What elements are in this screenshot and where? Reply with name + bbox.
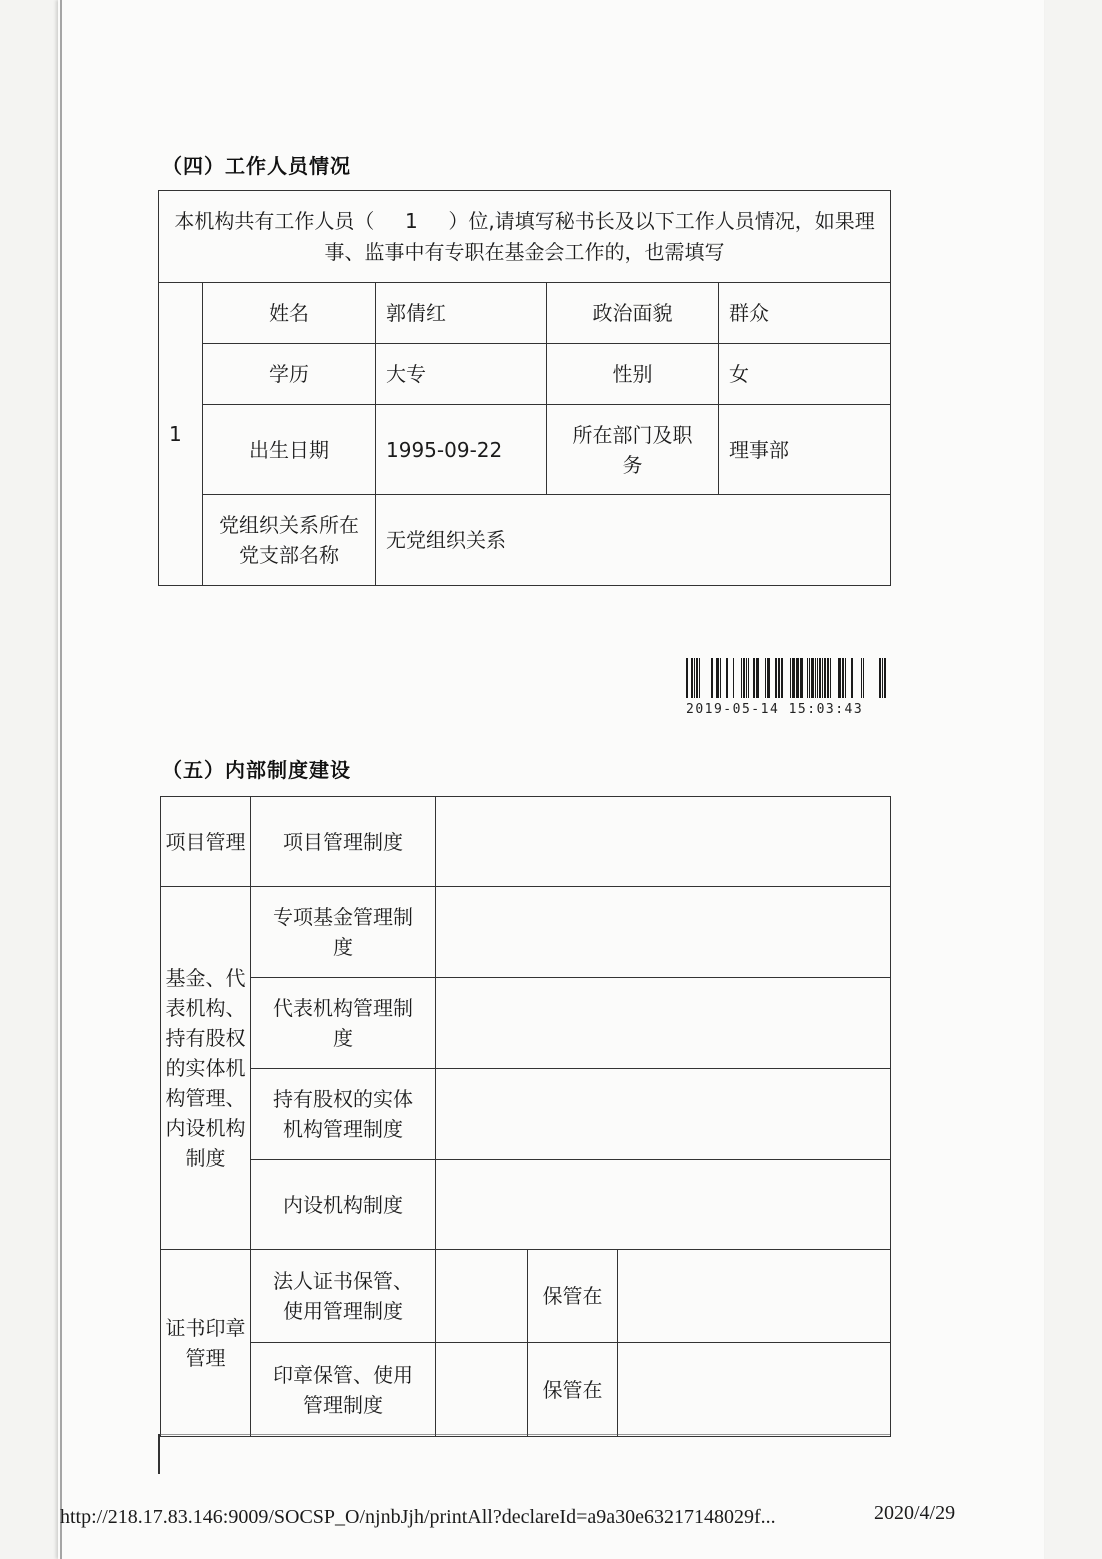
staff-intro: 本机构共有工作人员（ 1 ）位,请填写秘书长及以下工作人员情况，如果理事、监事中有专职在基金会工作的，也需填写: [159, 191, 891, 283]
birth-value: 1995-09-22: [376, 405, 547, 495]
barcode-bar: [822, 658, 823, 698]
barcode-bar: [694, 658, 695, 698]
barcode-bar: [807, 658, 808, 698]
barcode-bar: [851, 658, 853, 698]
dept-label: 所在部门及职务: [547, 405, 719, 495]
policy-table: [160, 796, 891, 1437]
barcode-bar: [767, 658, 770, 698]
name-label: 姓名: [203, 283, 376, 344]
politics-label: 政治面貌: [547, 283, 719, 344]
barcode-bar: [686, 658, 688, 698]
policy-representative-label: 代表机构管理制度: [251, 978, 436, 1069]
footer-url: http://218.17.83.146:9009/SOCSP_O/njnbJjh/printAll?declareId=a9a30e63217148029f...: [60, 1506, 776, 1528]
barcode-bar: [781, 658, 783, 698]
policy-seal-label: 印章保管、使用管理制度: [251, 1343, 436, 1437]
policy-special-fund-label: 专项基金管理制度: [251, 887, 436, 978]
policy-internal-label: 内设机构制度: [251, 1160, 436, 1250]
policy-representative-value: [436, 978, 891, 1069]
policy-special-fund-value: [436, 887, 891, 978]
row-index: 1: [159, 283, 203, 586]
footer-date: 2020/4/29: [874, 1502, 956, 1524]
barcode-bar: [746, 658, 747, 698]
barcode-bar: [691, 658, 693, 698]
barcode-bar: [882, 658, 883, 698]
table-continuation-border: [158, 1434, 160, 1474]
group-project-label: 项目管理: [161, 797, 251, 887]
barcode-bar: [775, 658, 777, 698]
edu-label: 学历: [203, 344, 376, 405]
barcode-bar: [827, 658, 829, 698]
policy-certificate-label: 法人证书保管、使用管理制度: [251, 1250, 436, 1343]
barcode-bar: [809, 658, 810, 698]
barcode-bar: [765, 658, 766, 698]
policy-equity-label: 持有股权的实体机构管理制度: [251, 1069, 436, 1160]
group-certificate-label: 证书印章管理: [161, 1250, 251, 1437]
policy-certificate-value: [436, 1250, 528, 1343]
barcode-bar: [696, 658, 698, 698]
barcode-bar: [879, 658, 881, 698]
barcode-bar: [842, 658, 844, 698]
policy-project-value: [436, 797, 891, 887]
barcode-bar: [743, 658, 745, 698]
barcode-bar: [699, 658, 700, 698]
barcode-bar: [800, 658, 803, 698]
barcode-bar: [716, 658, 719, 698]
barcode-bar: [733, 658, 734, 698]
certificate-keep-label: 保管在: [528, 1250, 618, 1343]
birth-label: 出生日期: [203, 405, 376, 495]
staff-count: 1: [404, 208, 418, 233]
barcode-bar: [726, 658, 728, 698]
certificate-keep-value: [618, 1250, 891, 1343]
barcode-bar: [720, 658, 721, 698]
table-continuation-line: [158, 1434, 890, 1435]
gender-label: 性别: [547, 344, 719, 405]
barcode-bar: [845, 658, 846, 698]
staff-table: [158, 190, 891, 586]
barcode-bar: [863, 658, 864, 698]
group-fund-label: 基金、代表机构、持有股权的实体机构管理、内设机构制度: [161, 887, 251, 1250]
barcode-bar: [748, 658, 749, 698]
party-value: 无党组织关系: [376, 495, 891, 586]
barcode-bar: [824, 658, 826, 698]
barcode-bar: [778, 658, 780, 698]
barcode-bar: [861, 658, 862, 698]
barcode-bar: [711, 658, 713, 698]
dept-value: 理事部: [719, 405, 891, 495]
barcode-bar: [756, 658, 759, 698]
barcode-bar: [830, 658, 831, 698]
seal-keep-label: 保管在: [528, 1343, 618, 1437]
section4-title: （四）工作人员情况: [162, 154, 351, 178]
barcode-bar: [792, 658, 795, 698]
page-edge: [60, 0, 62, 1559]
party-label: 党组织关系所在党支部名称: [203, 495, 376, 586]
barcode-bar: [790, 658, 791, 698]
barcode-bar: [838, 658, 841, 698]
barcode-bar: [815, 658, 816, 698]
gender-value: 女: [719, 344, 891, 405]
barcode-bar: [741, 658, 742, 698]
name-value: 郭倩红: [376, 283, 547, 344]
barcode-timestamp: 2019-05-14 15:03:43: [686, 702, 864, 717]
barcode-bar: [817, 658, 818, 698]
politics-value: 群众: [719, 283, 891, 344]
section5-title: （五）内部制度建设: [162, 758, 351, 782]
policy-internal-value: [436, 1160, 891, 1250]
barcode-image: [686, 658, 886, 698]
policy-equity-value: [436, 1069, 891, 1160]
barcode-bar: [884, 658, 886, 698]
policy-seal-value: [436, 1343, 528, 1437]
seal-keep-value: [618, 1343, 891, 1437]
policy-project-label: 项目管理制度: [251, 797, 436, 887]
edu-value: 大专: [376, 344, 547, 405]
barcode-bar: [796, 658, 799, 698]
barcode-bar: [753, 658, 755, 698]
barcode-bar: [811, 658, 814, 698]
barcode-bar: [819, 658, 821, 698]
